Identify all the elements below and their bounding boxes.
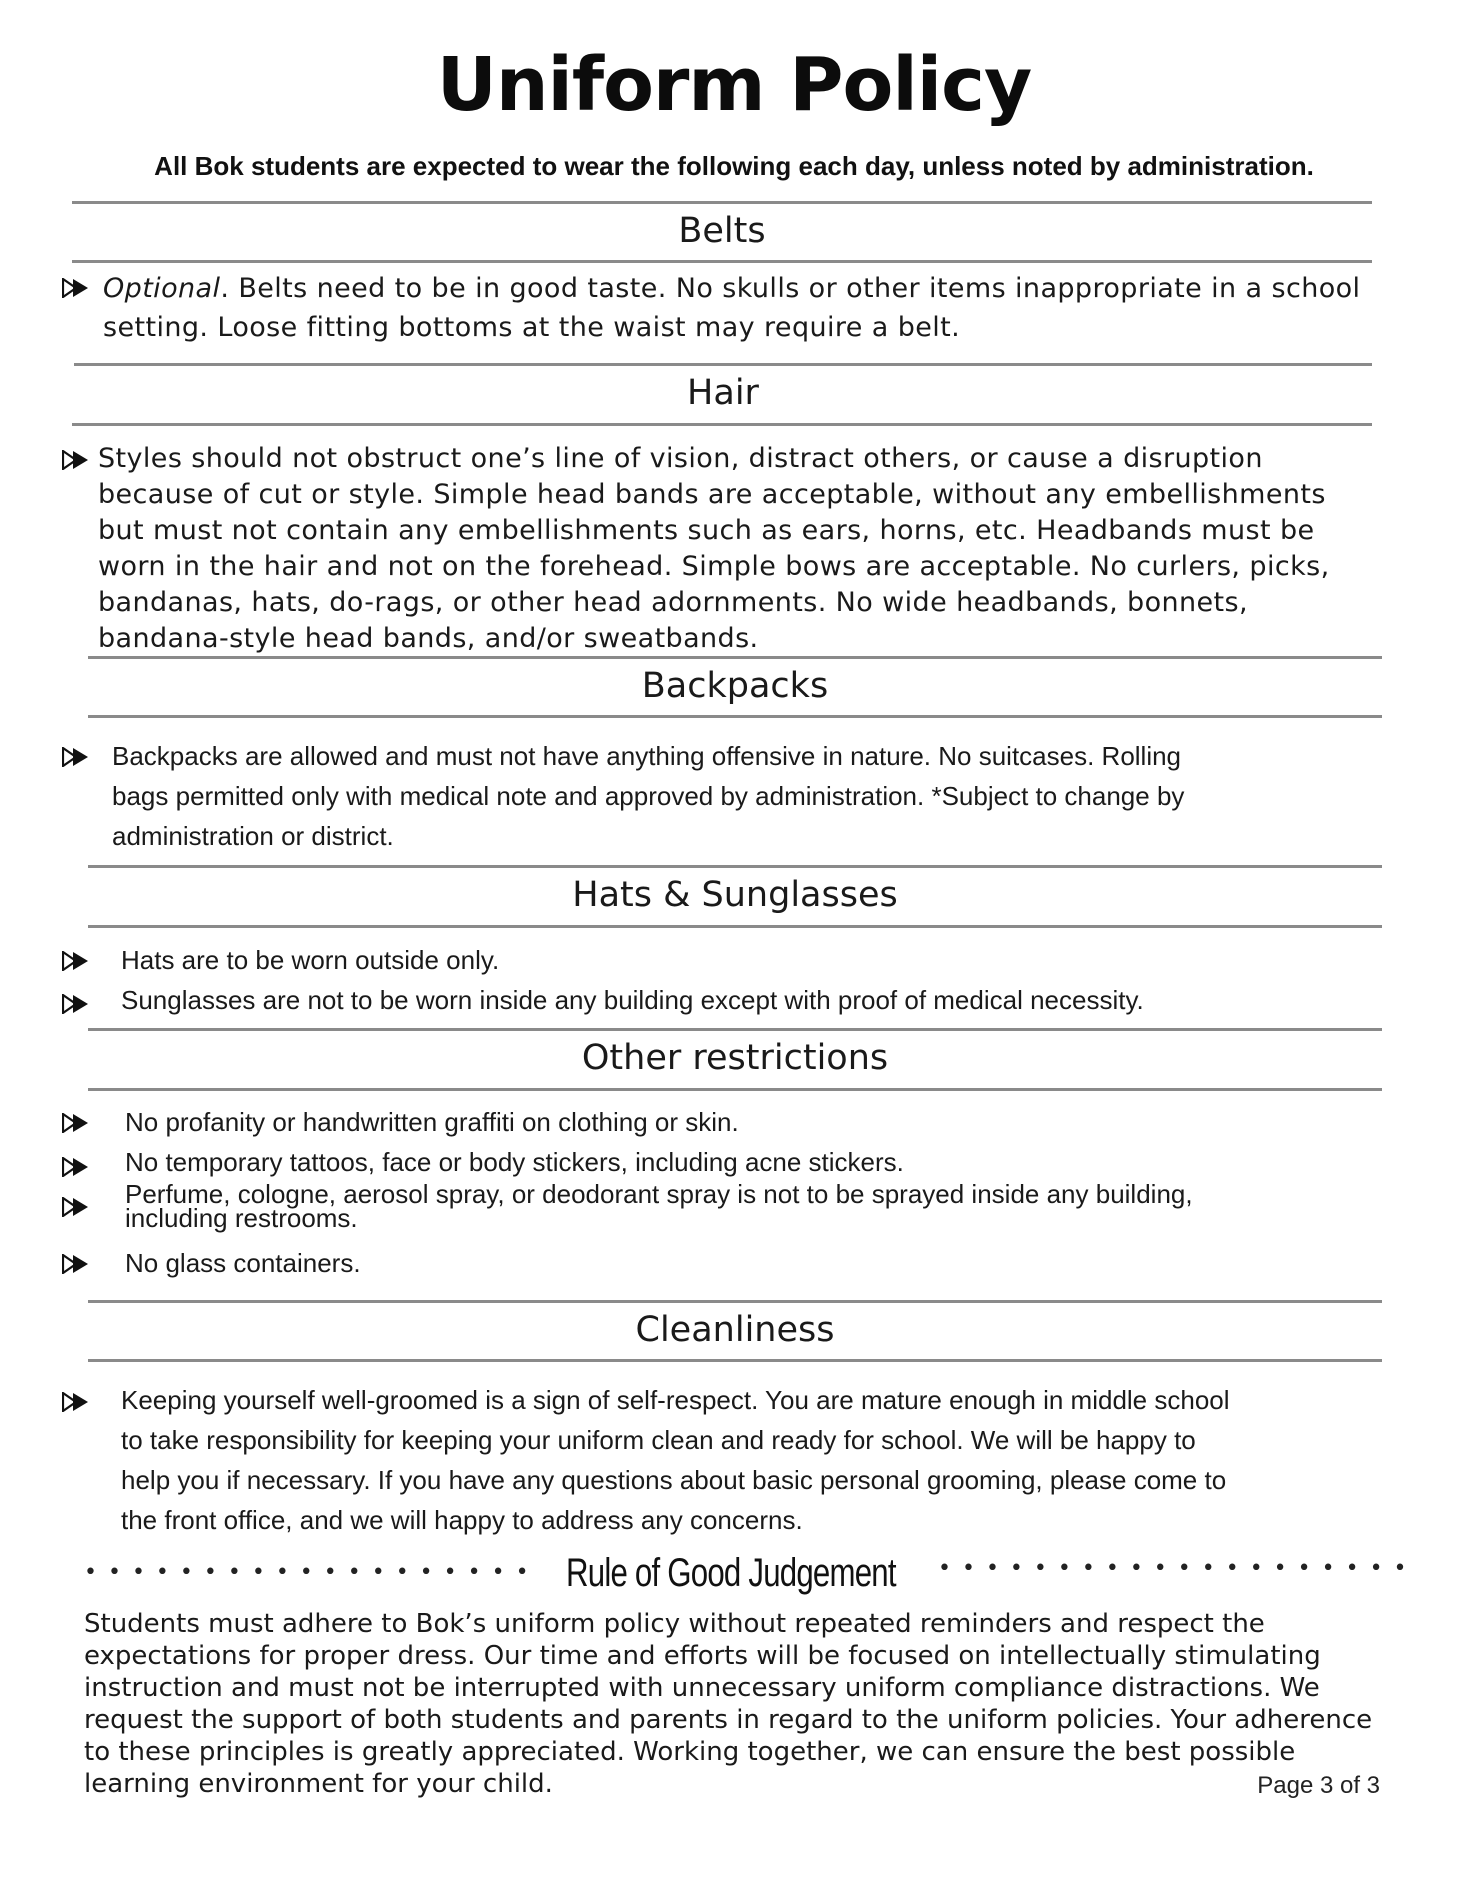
section-divider [88, 1028, 1382, 1031]
section-divider [72, 201, 1372, 204]
rog-line: request the support of both students and parents in regard to the uniform policies. Your adherence [84, 1705, 1373, 1735]
other-item-line: including restrooms. [125, 1203, 358, 1233]
section-divider [88, 1088, 1382, 1091]
other-item: No glass containers. [125, 1248, 361, 1278]
hair-line: bandana-style head bands, and/or sweatbands. [98, 623, 759, 654]
double-arrow-bullet-icon [62, 747, 90, 767]
belts-item-line-1 [103, 269, 1403, 308]
rog-line: to these principles is greatly appreciated. Working together, we can ensure the best possible [84, 1737, 1296, 1767]
optional-label: Optional [103, 273, 221, 304]
section-heading-belts: Belts [678, 211, 766, 251]
section-divider [88, 1300, 1382, 1303]
section-heading-hair: Hair [687, 373, 759, 413]
hair-line: worn in the hair and not on the forehead. Simple bows are acceptable. No curlers, picks, [98, 551, 1330, 582]
dotted-separator-right: •••••••••••••••••••• [938, 1556, 1418, 1581]
section-divider [88, 925, 1382, 928]
belts-item-line-2: setting. Loose fitting bottoms at the waist may require a belt. [103, 312, 961, 343]
section-divider [88, 715, 1382, 718]
cleanliness-line: the front office, and we will happy to address any concerns. [121, 1505, 803, 1535]
double-arrow-bullet-icon [62, 1113, 90, 1133]
belts-item [103, 269, 1403, 347]
double-arrow-bullet-icon [62, 450, 90, 470]
section-divider [72, 260, 1372, 263]
section-heading-cleanliness: Cleanliness [635, 1310, 835, 1350]
backpacks-item [112, 736, 1402, 856]
rog-line: instruction and must not be interrupted with unnecessary uniform compliance distractions. We [84, 1673, 1320, 1703]
double-arrow-bullet-icon [62, 994, 90, 1014]
backpacks-line: administration or district. [112, 821, 394, 851]
backpacks-line: Backpacks are allowed and must not have anything offensive in nature. No suitcases. Rolling [112, 741, 1182, 771]
hair-line: because of cut or style. Simple head bands are acceptable, without any embellishments [98, 479, 1326, 510]
page-number: Page 3 of 3 [1257, 1772, 1380, 1799]
double-arrow-bullet-icon [62, 951, 90, 971]
cleanliness-item [121, 1380, 1421, 1540]
belts-item-line-1-rest: . Belts need to be in good taste. No skulls or other items inappropriate in a school [220, 273, 1361, 304]
hair-line: Styles should not obstruct one’s line of vision, distract others, or cause a disruption [98, 443, 1263, 474]
other-item: No temporary tattoos, face or body stickers, including acne stickers. [125, 1147, 904, 1177]
section-heading-hats-sunglasses: Hats & Sunglasses [572, 875, 898, 915]
section-divider [88, 656, 1382, 659]
rog-line: Students must adhere to Bok’s uniform policy without repeated reminders and respect the [84, 1609, 1265, 1639]
section-divider [74, 363, 1372, 366]
double-arrow-bullet-icon [62, 1197, 90, 1217]
double-arrow-bullet-icon [62, 1254, 90, 1274]
rog-line: learning environment for your child. [84, 1769, 553, 1799]
rule-of-good-judgement-body [84, 1608, 1404, 1800]
section-heading-backpacks: Backpacks [641, 666, 829, 706]
section-heading-other-restrictions: Other restrictions [581, 1038, 889, 1078]
cleanliness-line: help you if necessary. If you have any questions about basic personal grooming, please come to [121, 1465, 1227, 1495]
double-arrow-bullet-icon [62, 278, 90, 298]
double-arrow-bullet-icon [62, 1392, 90, 1412]
hair-line: but must not contain any embellishments such as ears, horns, etc. Headbands must be [98, 515, 1315, 546]
other-item [125, 1179, 1415, 1233]
backpacks-line: bags permitted only with medical note and approved by administration. *Subject to change by [112, 781, 1185, 811]
rule-of-good-judgement-heading: Rule of Good Judgement [566, 1551, 896, 1595]
double-arrow-bullet-icon [62, 1157, 90, 1177]
page-subtitle: All Bok students are expected to wear the following each day, unless noted by administration. [154, 151, 1314, 181]
rog-line: expectations for proper dress. Our time and efforts will be focused on intellectually stimulating [84, 1641, 1321, 1671]
hair-line: bandanas, hats, do-rags, or other head adornments. No wide headbands, bonnets, [98, 587, 1248, 618]
dotted-separator-left: ••••••••••••••••••• [84, 1560, 540, 1585]
page-title: Uniform Policy [436, 42, 1032, 128]
other-item: No profanity or handwritten graffiti on clothing or skin. [125, 1107, 739, 1137]
sunglasses-item: Sunglasses are not to be worn inside any building except with proof of medical necessity. [121, 985, 1144, 1015]
section-divider [88, 865, 1382, 868]
hats-item: Hats are to be worn outside only. [121, 945, 500, 975]
hair-item [98, 441, 1398, 657]
cleanliness-line: Keeping yourself well-groomed is a sign of self-respect. You are mature enough in middle school [121, 1385, 1230, 1415]
cleanliness-line: to take responsibility for keeping your uniform clean and ready for school. We will be happy to [121, 1425, 1196, 1455]
other-item-line: Perfume, cologne, aerosol spray, or deodorant spray is not to be sprayed inside any building, [125, 1179, 1193, 1209]
section-divider [88, 1359, 1382, 1362]
section-divider [72, 423, 1372, 426]
